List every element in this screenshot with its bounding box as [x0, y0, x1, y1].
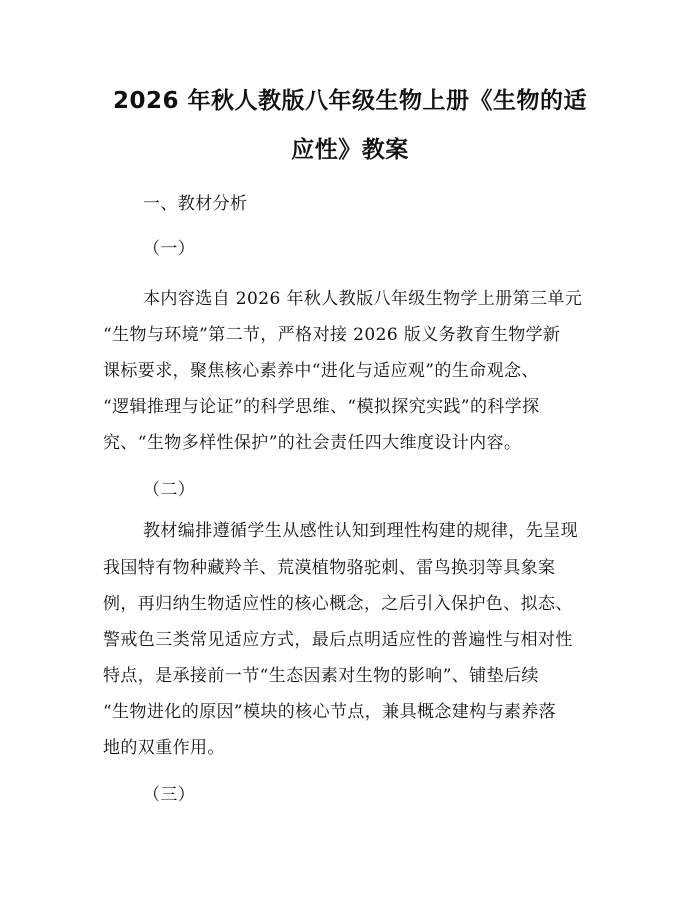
- paragraph-1-line-1: 本内容选自 2026 年秋人教版八年级生物学上册第三单元: [143, 289, 583, 309]
- paragraph-2-line-5: 特点，是承接前一节“生态因素对生物的影响”、铺垫后续: [103, 666, 539, 686]
- subsection-heading-2: （二）: [143, 480, 196, 500]
- paragraph-1-line-3: 课标要求，聚焦核心素养中“进化与适应观”的生命观念、: [103, 361, 539, 381]
- paragraph-1-line-4: “逻辑推理与论证”的科学思维、“模拟探究实践”的科学探: [103, 397, 540, 417]
- document-title-line-2: 应性》教案: [291, 137, 409, 163]
- paragraph-2-line-6: “生物进化的原因”模块的核心节点，兼具概念建构与素养落: [103, 702, 557, 722]
- paragraph-1-line-5: 究、“生物多样性保护”的社会责任四大维度设计内容。: [103, 433, 522, 453]
- paragraph-2-line-3: 例，再归纳生物适应性的核心概念，之后引入保护色、拟态、: [103, 594, 573, 614]
- paragraph-2-line-2: 我国特有物种藏羚羊、荒漠植物骆驼刺、雷鸟换羽等具象案: [103, 558, 556, 578]
- document-title-line-1: 2026 年秋人教版八年级生物上册《生物的适: [112, 88, 588, 114]
- paragraph-1-line-2: “生物与环境”第二节，严格对接 2026 版义务教育生物学新: [103, 325, 561, 345]
- paragraph-2-line-1: 教材编排遵循学生从感性认知到理性构建的规律，先呈现: [143, 521, 578, 541]
- paragraph-2-line-4: 警戒色三类常见适应方式，最后点明适应性的普遍性与相对性: [103, 630, 573, 650]
- section-heading: 一、教材分析: [143, 194, 248, 214]
- paragraph-2-line-7: 地的双重作用。: [103, 738, 225, 758]
- subsection-heading-3: （三）: [143, 785, 196, 805]
- subsection-heading-1: （一）: [143, 239, 196, 259]
